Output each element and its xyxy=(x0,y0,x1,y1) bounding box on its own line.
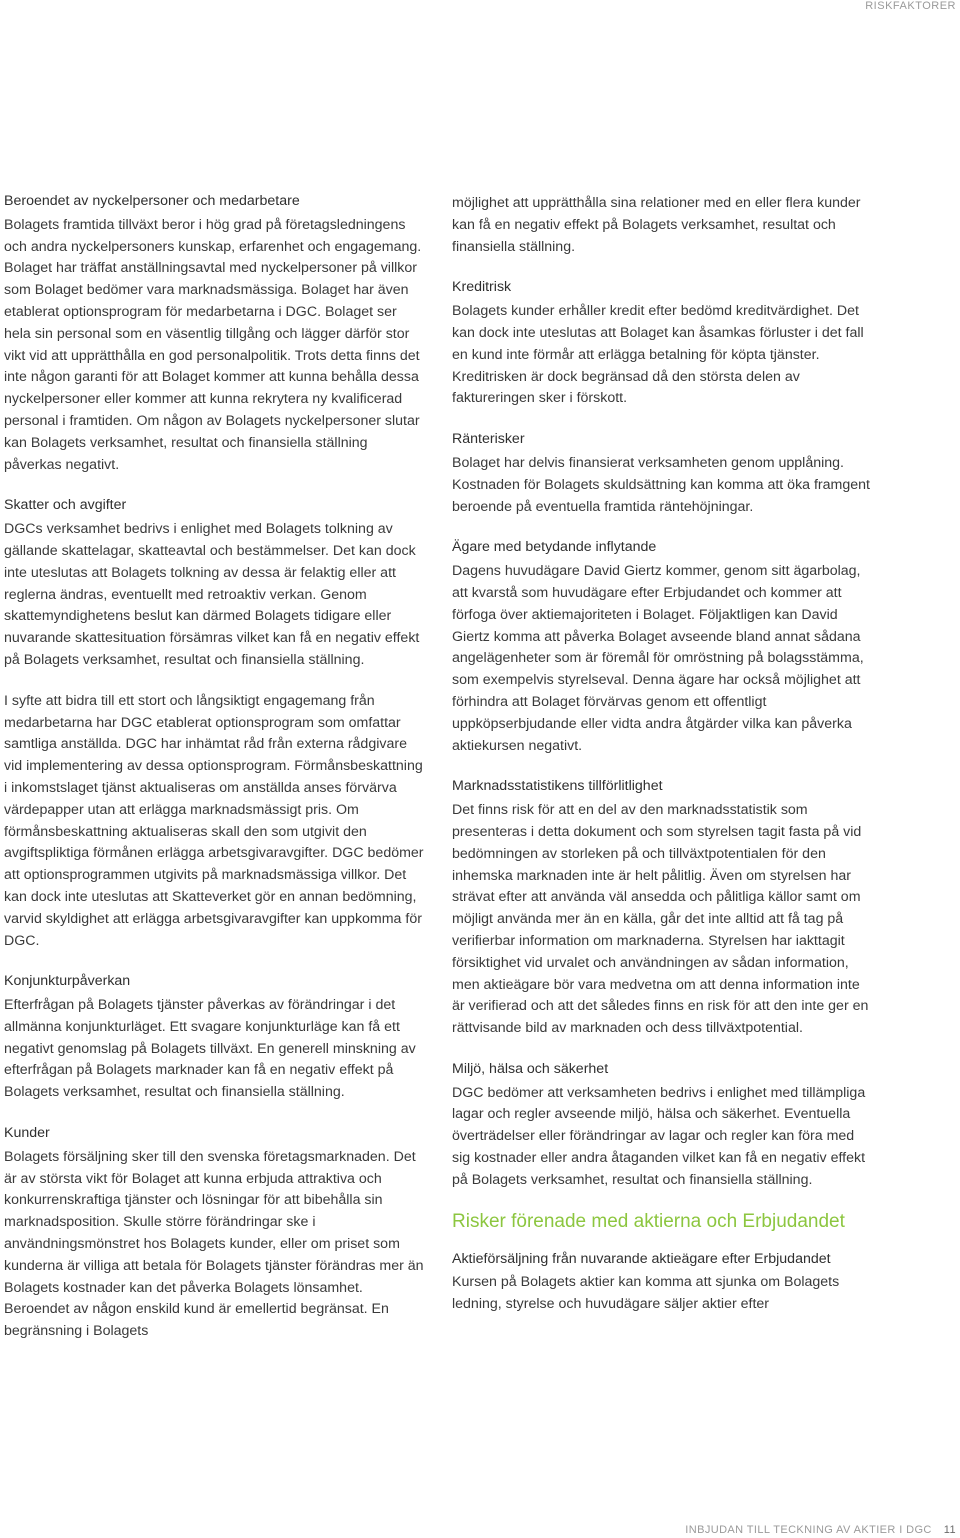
section-heading: Ränterisker xyxy=(452,431,525,448)
section-body: DGCs verksamhet bedrivs i enlighet med Bolagets tolkning av gällande skattelagar, skatteavtal och bestämmelser. Det kan dock inte uteslutas att Bolagets tolkning av dessa är felaktig eller att reglerna ändras, eventuellt med retroaktiv verkan. Genom skattemyndighetens beslut kan därmed Bolagets tidigare eller nuvarande skattesituation försämras vilket kan få en negativ effekt på Bolagets verksamhet, resultat och finansiella ställning. xyxy=(4,521,420,668)
footer-document-title: INBJUDAN TILL TECKNING AV AKTIER I DGC xyxy=(685,1524,932,1536)
section-heading: Kreditrisk xyxy=(452,279,512,296)
section-optionsprogram xyxy=(4,691,424,953)
section-kunder xyxy=(4,1123,424,1343)
section-body: Bolagets kunder erhåller kredit efter bedömd kreditvärdighet. Det kan dock inte uteslutas att Bolaget kan åsamkas förluster i det fall en kund inte förmår att erlägga betalning för köpta tjänster. Kreditrisken är dock begränsad då den största delen av faktureringen sker i förskott. xyxy=(452,303,864,407)
section-body: DGC bedömer att verksamheten bedrivs i enlighet med tillämpliga lagar och regler avseende miljö, hälsa och säkerhet. Eventuella överträdelser eller förändringar av lagar och regler kan föra med sig kostnader eller andra åtaganden vilket kan få en negativ effekt på Bolagets verksamhet, resultat och finansiella ställning. xyxy=(452,1084,866,1188)
left-column xyxy=(4,191,424,1362)
major-section-heading: Risker förenade med aktierna och Erbjudandet xyxy=(452,1210,845,1232)
section-skatter xyxy=(4,495,424,671)
section-body: Det finns risk för att en del av den marknadsstatistik som presenteras i detta dokument och som styrelsen tagit fasta på vid bedömningen av storleken på och tillväxtpotentialen för den inhemska marknaden inte är helt pålitlig. Även om styrelsen har strävat efter att använda väl ansedda och pålitliga källor samt om möjligt använda mer än en källa, går det inte alltid att få tag på verifierbar information om marknaderna. Styrelsen har iakttagit försiktighet vid urvalet och användningen av sådan information, men aktieägare bör vara medvetna om att denna information inte är verifierad och att det således finns en risk för att den inte ger en rättvisande bild av marknaden och dess tillväxtpotential. xyxy=(452,802,869,1037)
section-heading: Aktieförsäljning från nuvarande aktieägare efter Erbjudandet xyxy=(452,1250,831,1267)
section-body: möjlighet att upprätthålla sina relationer med en eller flera kunder kan få en negativ effekt på Bolagets verksamhet, resultat och finansiella ställning. xyxy=(452,195,861,255)
section-heading: Konjunkturpåverkan xyxy=(4,973,131,990)
section-body: Bolagets framtida tillväxt beror i hög grad på företagsledningens och andra nyckelpersoners kunskap, erfarenhet och engagemang. Bolaget har träffat anställningsavtal med nyckelpersoner på villkor som Bolaget bedömer vara marknadsmässiga. Bolaget har även etablerat optionsprogram för medarbetarna i DGC. Bolaget ser hela sin personal som en väsentlig tillgång och lägger därför stor vikt vid att upprätthålla en god personalpolitik. Trots detta finns det inte någon garanti för att Bolaget kommer att kunna behålla dessa nyckelpersoner eller kommer att kunna rekrytera ny kvalificerad personal i framtiden. Om någon av Bolagets nyckelpersoner slutar kan Bolagets verksamhet, resultat och finansiella ställning påverkas negativt. xyxy=(4,216,422,473)
section-heading: Miljö, hälsa och säkerhet xyxy=(452,1060,609,1077)
section-kreditrisk xyxy=(452,277,872,410)
section-agare xyxy=(452,537,872,757)
section-body: I syfte att bidra till ett stort och långsiktigt engagemang från medarbetarna har DGC etablerat optionsprogram som omfattar samtliga anställda. DGC har inhämtat råd från externa rådgivare vid implementering av dessa optionsprogram. Förmånsbeskattning i inkomstslaget tjänst aktualiseras om anställda anses förvärva värdepapper utan att erlägga marknadsmässigt pris. Om förmånsbeskattning aktualiseras skall den som utgivit den avgiftspliktiga förmånen erlägga arbetsgivaravgifter. DGC bedömer att optionsprogrammen utgivits på marknadsmässiga villkor. Det kan dock inte uteslutas att Skatteverket gör en annan bedömning, varvid skyldighet att erlägga arbetsgivaravgifter kan uppkomma för DGC. xyxy=(4,692,424,949)
section-body: Efterfrågan på Bolagets tjänster påverkas av förändringar i det allmänna konjunkturläget. Ett svagare konjunkturläge kan få ett negativt genomslag på Bolagets tillväxt. En generell minskning av efterfrågan på Bolagets marknader kan få en negativ effekt på Bolagets verksamhet, resultat och finansiella ställning. xyxy=(4,997,416,1101)
right-column xyxy=(452,193,872,1335)
section-body: Bolaget har delvis finansierat verksamheten genom upplåning. Kostnaden för Bolagets skuldsättning kan komma att öka framgent beroende på eventuella framtida räntehöjningar. xyxy=(452,454,870,515)
running-header: RISKFAKTORER xyxy=(865,0,956,12)
section-konjunktur xyxy=(4,971,424,1104)
section-marknadsstatistik xyxy=(452,776,872,1040)
section-body: Kursen på Bolagets aktier kan komma att sjunka om Bolagets ledning, styrelse och huvudägare säljer aktier efter xyxy=(452,1274,840,1313)
page-number: 11 xyxy=(943,1524,956,1536)
section-aktieforsaljning xyxy=(452,1249,872,1316)
section-heading: Ägare med betydande inflytande xyxy=(452,539,657,556)
section-ranterisker xyxy=(452,429,872,518)
section-nyckelpersoner xyxy=(4,191,424,476)
section-heading: Skatter och avgifter xyxy=(4,497,127,514)
section-body: Bolagets försäljning sker till den svenska företagsmarknaden. Det är av största vikt för Bolaget att kunna erbjuda attraktiva och konkurrenskraftiga tjänster och lösningar för att bibehålla sin marknadsposition. Skulle större förändringar ske i användningsmönstret hos Bolagets kunder, eller om priset som kunderna är villiga att betala för Bolagets tjänster förändras mer än Bolagets kostnader kan det påverka Bolagets lönsamhet. Beroendet av någon enskild kund är emellertid begränsat. En begränsning i Bolagets xyxy=(4,1148,424,1340)
section-miljo xyxy=(452,1059,872,1192)
page-footer xyxy=(685,1524,956,1536)
section-kunder-continued xyxy=(452,193,872,258)
section-heading: Kunder xyxy=(4,1125,50,1142)
section-heading: Marknadsstatistikens tillförlitlighet xyxy=(452,778,663,795)
section-body: Dagens huvudägare David Giertz kommer, genom sitt ägarbolag, att kvarstå som huvudägare efter Erbjudandet och kommer att förfoga över aktiemajoriteten i Bolaget. Följaktligen kan David Giertz komma att påverka Bolaget avseende bland annat sådana angelägenheter som är föremål för omröstning på bolagsstämma, som exempelvis styrelseval. Denna ägare har också möjlighet att förhindra att Bolaget förvärvas genom ett offentligt uppköpserbjudande eller vidta andra åtgärder vilka kan påverka aktiekursen negativt. xyxy=(452,563,864,754)
section-heading: Beroendet av nyckelpersoner och medarbetare xyxy=(4,193,300,209)
